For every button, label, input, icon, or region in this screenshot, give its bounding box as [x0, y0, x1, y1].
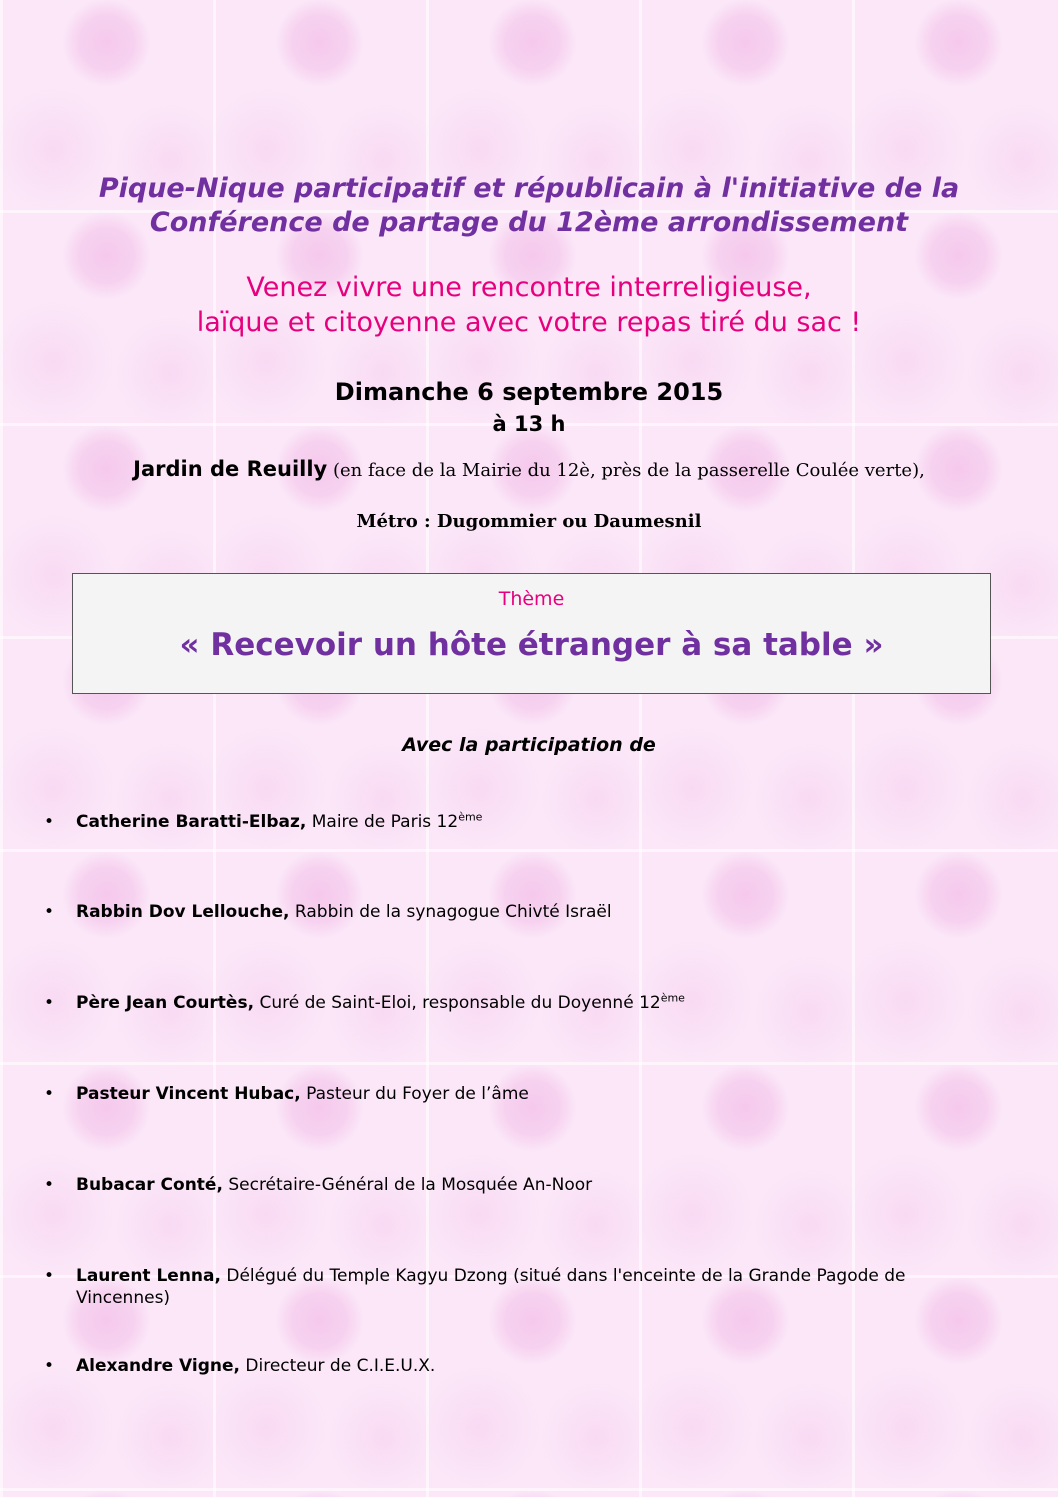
- participant-name: Bubacar Conté,: [76, 1175, 223, 1195]
- bullet-icon: •: [44, 1266, 55, 1286]
- bullet-icon: •: [44, 902, 55, 922]
- participant-text: [76, 992, 974, 1014]
- participant-name: Laurent Lenna,: [76, 1266, 221, 1286]
- venue-detail: (en face de la Mairie du 12è, près de la passerelle Coulée verte),: [327, 460, 925, 481]
- participant-role: Directeur de C.I.E.U.X.: [240, 1356, 436, 1376]
- participant-item: [44, 992, 974, 1014]
- participant-role: Secrétaire-Général de la Mosquée An-Noor: [222, 1175, 593, 1195]
- participant-item: [44, 1355, 974, 1377]
- venue-name: Jardin de Reuilly: [133, 457, 328, 481]
- event-subtitle-line-2: laïque et citoyenne avec votre repas tiré du sac !: [196, 307, 862, 338]
- participant-role-superscript: ème: [458, 810, 483, 824]
- participant-name: Père Jean Courtès,: [76, 993, 255, 1013]
- participant-name: Rabbin Dov Lellouche,: [76, 902, 290, 922]
- event-title: [40, 172, 1018, 240]
- participant-item: [44, 1083, 974, 1105]
- event-title-line-1: Pique-Nique participatif et républicain à l'initiative de la: [98, 173, 960, 204]
- bullet-icon: •: [44, 1084, 55, 1104]
- event-subtitle: [40, 270, 1018, 340]
- participant-item: [44, 1174, 974, 1196]
- participant-text: [76, 811, 974, 833]
- participant-item: [44, 811, 974, 833]
- event-time: à 13 h: [492, 412, 566, 436]
- participant-role: Délégué du Temple Kagyu Dzong (situé dans l'enceinte de la Grande Pagode de Vincennes): [76, 1266, 906, 1308]
- event-subtitle-line-1: Venez vivre une rencontre interreligieuse,: [246, 272, 812, 303]
- participant-text: [76, 901, 974, 923]
- participant-item: [44, 901, 974, 923]
- bullet-icon: •: [44, 1356, 55, 1376]
- participant-name: Pasteur Vincent Hubac,: [76, 1084, 301, 1104]
- participant-name: Alexandre Vigne,: [76, 1356, 240, 1376]
- theme-title: « Recevoir un hôte étranger à sa table »: [179, 627, 884, 663]
- event-date: Dimanche 6 septembre 2015: [334, 378, 724, 406]
- participant-text: [76, 1355, 974, 1377]
- bullet-icon: •: [44, 1175, 55, 1195]
- theme-box: [72, 573, 991, 694]
- participant-role: Pasteur du Foyer de l’âme: [300, 1084, 529, 1104]
- metro-info: Métro : Dugommier ou Daumesnil: [356, 511, 702, 532]
- participant-text: [76, 1174, 974, 1196]
- participant-text: [76, 1083, 974, 1105]
- event-venue: [40, 454, 1018, 486]
- participant-role-superscript: ème: [660, 991, 685, 1005]
- theme-label: Thème: [498, 588, 565, 610]
- participant-item: [44, 1265, 974, 1309]
- participants-heading: Avec la participation de: [402, 734, 656, 756]
- participant-name: Catherine Baratti-Elbaz,: [76, 812, 307, 832]
- bullet-icon: •: [44, 812, 55, 832]
- participant-role: Maire de Paris 12: [306, 812, 459, 832]
- event-title-line-2: Conférence de partage du 12ème arrondissement: [149, 207, 909, 238]
- participant-role: Curé de Saint-Eloi, responsable du Doyenné 12: [254, 993, 661, 1013]
- participant-role: Rabbin de la synagogue Chivté Israël: [289, 902, 612, 922]
- participant-text: [76, 1265, 974, 1309]
- bullet-icon: •: [44, 993, 55, 1013]
